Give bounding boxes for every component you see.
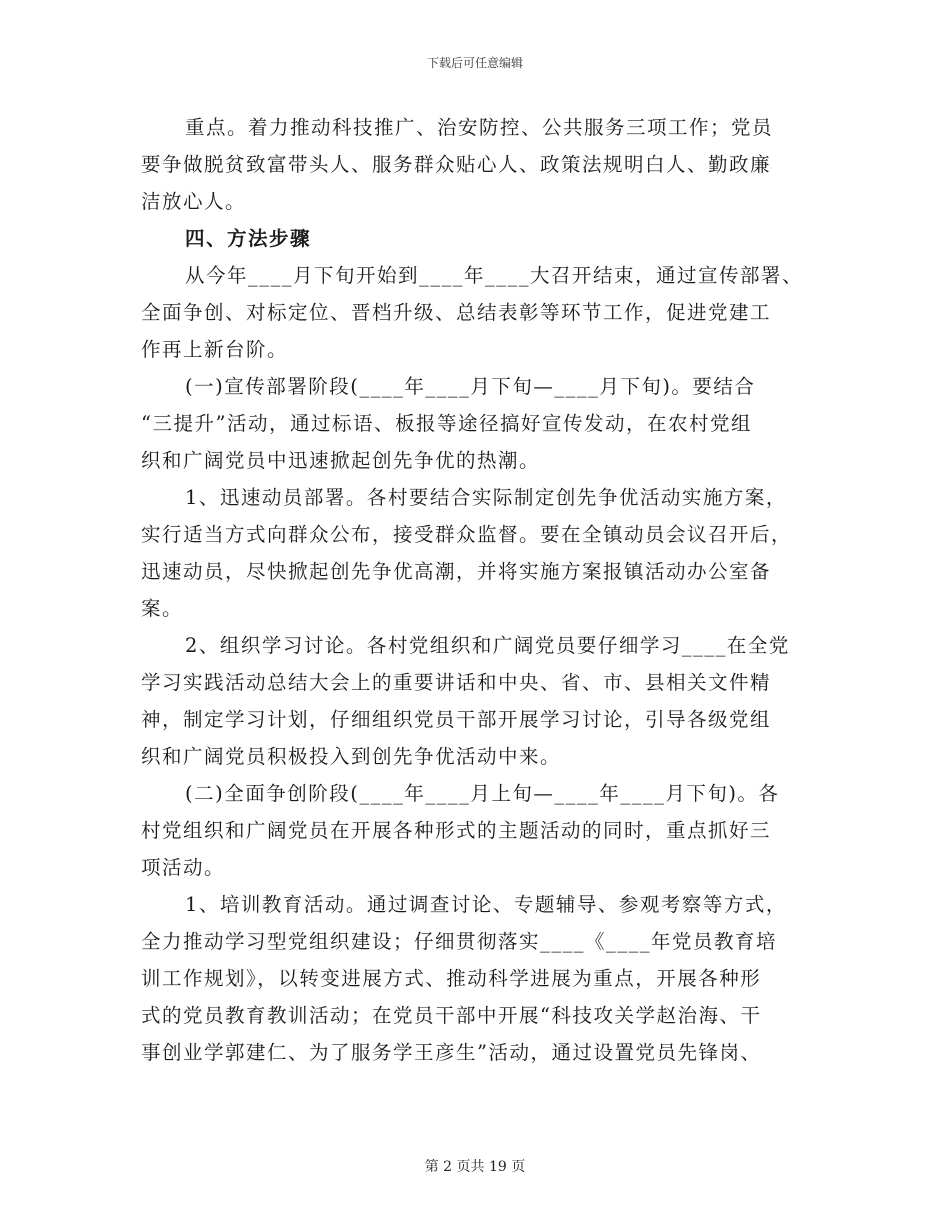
text-line: (一)宣传部署阶段(____年____月下旬—____月下旬)。要结合: [185, 375, 756, 398]
text-line: 要争做脱贫致富带头人、服务群众贴心人、政策法规明白人、勤政廉: [141, 153, 772, 176]
section-heading: 四、方法步骤: [185, 227, 312, 250]
text-line: 1、培训教育活动。通过调查讨论、专题辅导、参观考察等方式，: [185, 893, 787, 916]
text-line: 织和广阔党员积极投入到创先争优活动中来。: [141, 745, 562, 768]
text-line: 学习实践活动总结大会上的重要讲话和中央、省、市、县相关文件精: [141, 671, 772, 694]
text-line: 全面争创、对标定位、晋档升级、总结表彰等环节工作，促进党建工: [141, 301, 772, 324]
text-line: 村党组织和广阔党员在开展各种形式的主题活动的同时，重点抓好三: [141, 819, 772, 842]
page-footer: 第 2 页共 19 页: [424, 1159, 526, 1175]
text-line: 训工作规划》，以转变进展方式、推动科学进展为重点，开展各种形: [141, 967, 762, 990]
text-line: “三提升”活动，通过标语、板报等途径搞好宣传发动，在农村党组: [141, 412, 752, 435]
text-line: (二)全面争创阶段(____年____月上旬—____年____月下旬)。各: [185, 782, 780, 805]
text-line: 织和广阔党员中迅速掀起创先争优的热潮。: [141, 449, 541, 472]
text-line: 事创业学郭建仁、为了服务学王彦生”活动，通过设置党员先锋岗、: [141, 1041, 762, 1064]
page-header: 下载后可任意编辑: [426, 56, 523, 70]
text-line: 1、迅速动员部署。各村要结合实际制定创先争优活动实施方案，: [185, 486, 787, 509]
text-line: 重点。着力推动科技推广、治安防控、公共服务三项工作；党员: [185, 116, 774, 139]
text-line: 项活动。: [141, 856, 226, 879]
text-line: 作再上新台阶。: [141, 338, 289, 361]
document-body: [141, 109, 809, 1071]
text-line: 全力推动学习型党组织建设；仔细贯彻落实____《____年党员教育培: [141, 930, 778, 953]
text-line: 从今年____月下旬开始到____年____大召开结束，通过宣传部署、: [185, 264, 804, 287]
text-line: 神，制定学习计划，仔细组织党员干部开展学习讨论，引导各级党组: [141, 708, 772, 731]
text-line: 迅速动员，尽快掀起创先争优高潮，并将实施方案报镇活动办公室备: [141, 560, 772, 583]
text-line: 洁放心人。: [141, 190, 247, 213]
text-line: 式的党员教育教训活动；在党员干部中开展“科技攻关学赵治海、干: [141, 1004, 762, 1027]
text-line: 实行适当方式向群众公布，接受群众监督。要在全镇动员会议召开后，: [141, 523, 793, 546]
text-line: 案。: [141, 597, 184, 620]
text-line: 2、组织学习讨论。各村党组织和广阔党员要仔细学习____在全党: [185, 634, 790, 657]
